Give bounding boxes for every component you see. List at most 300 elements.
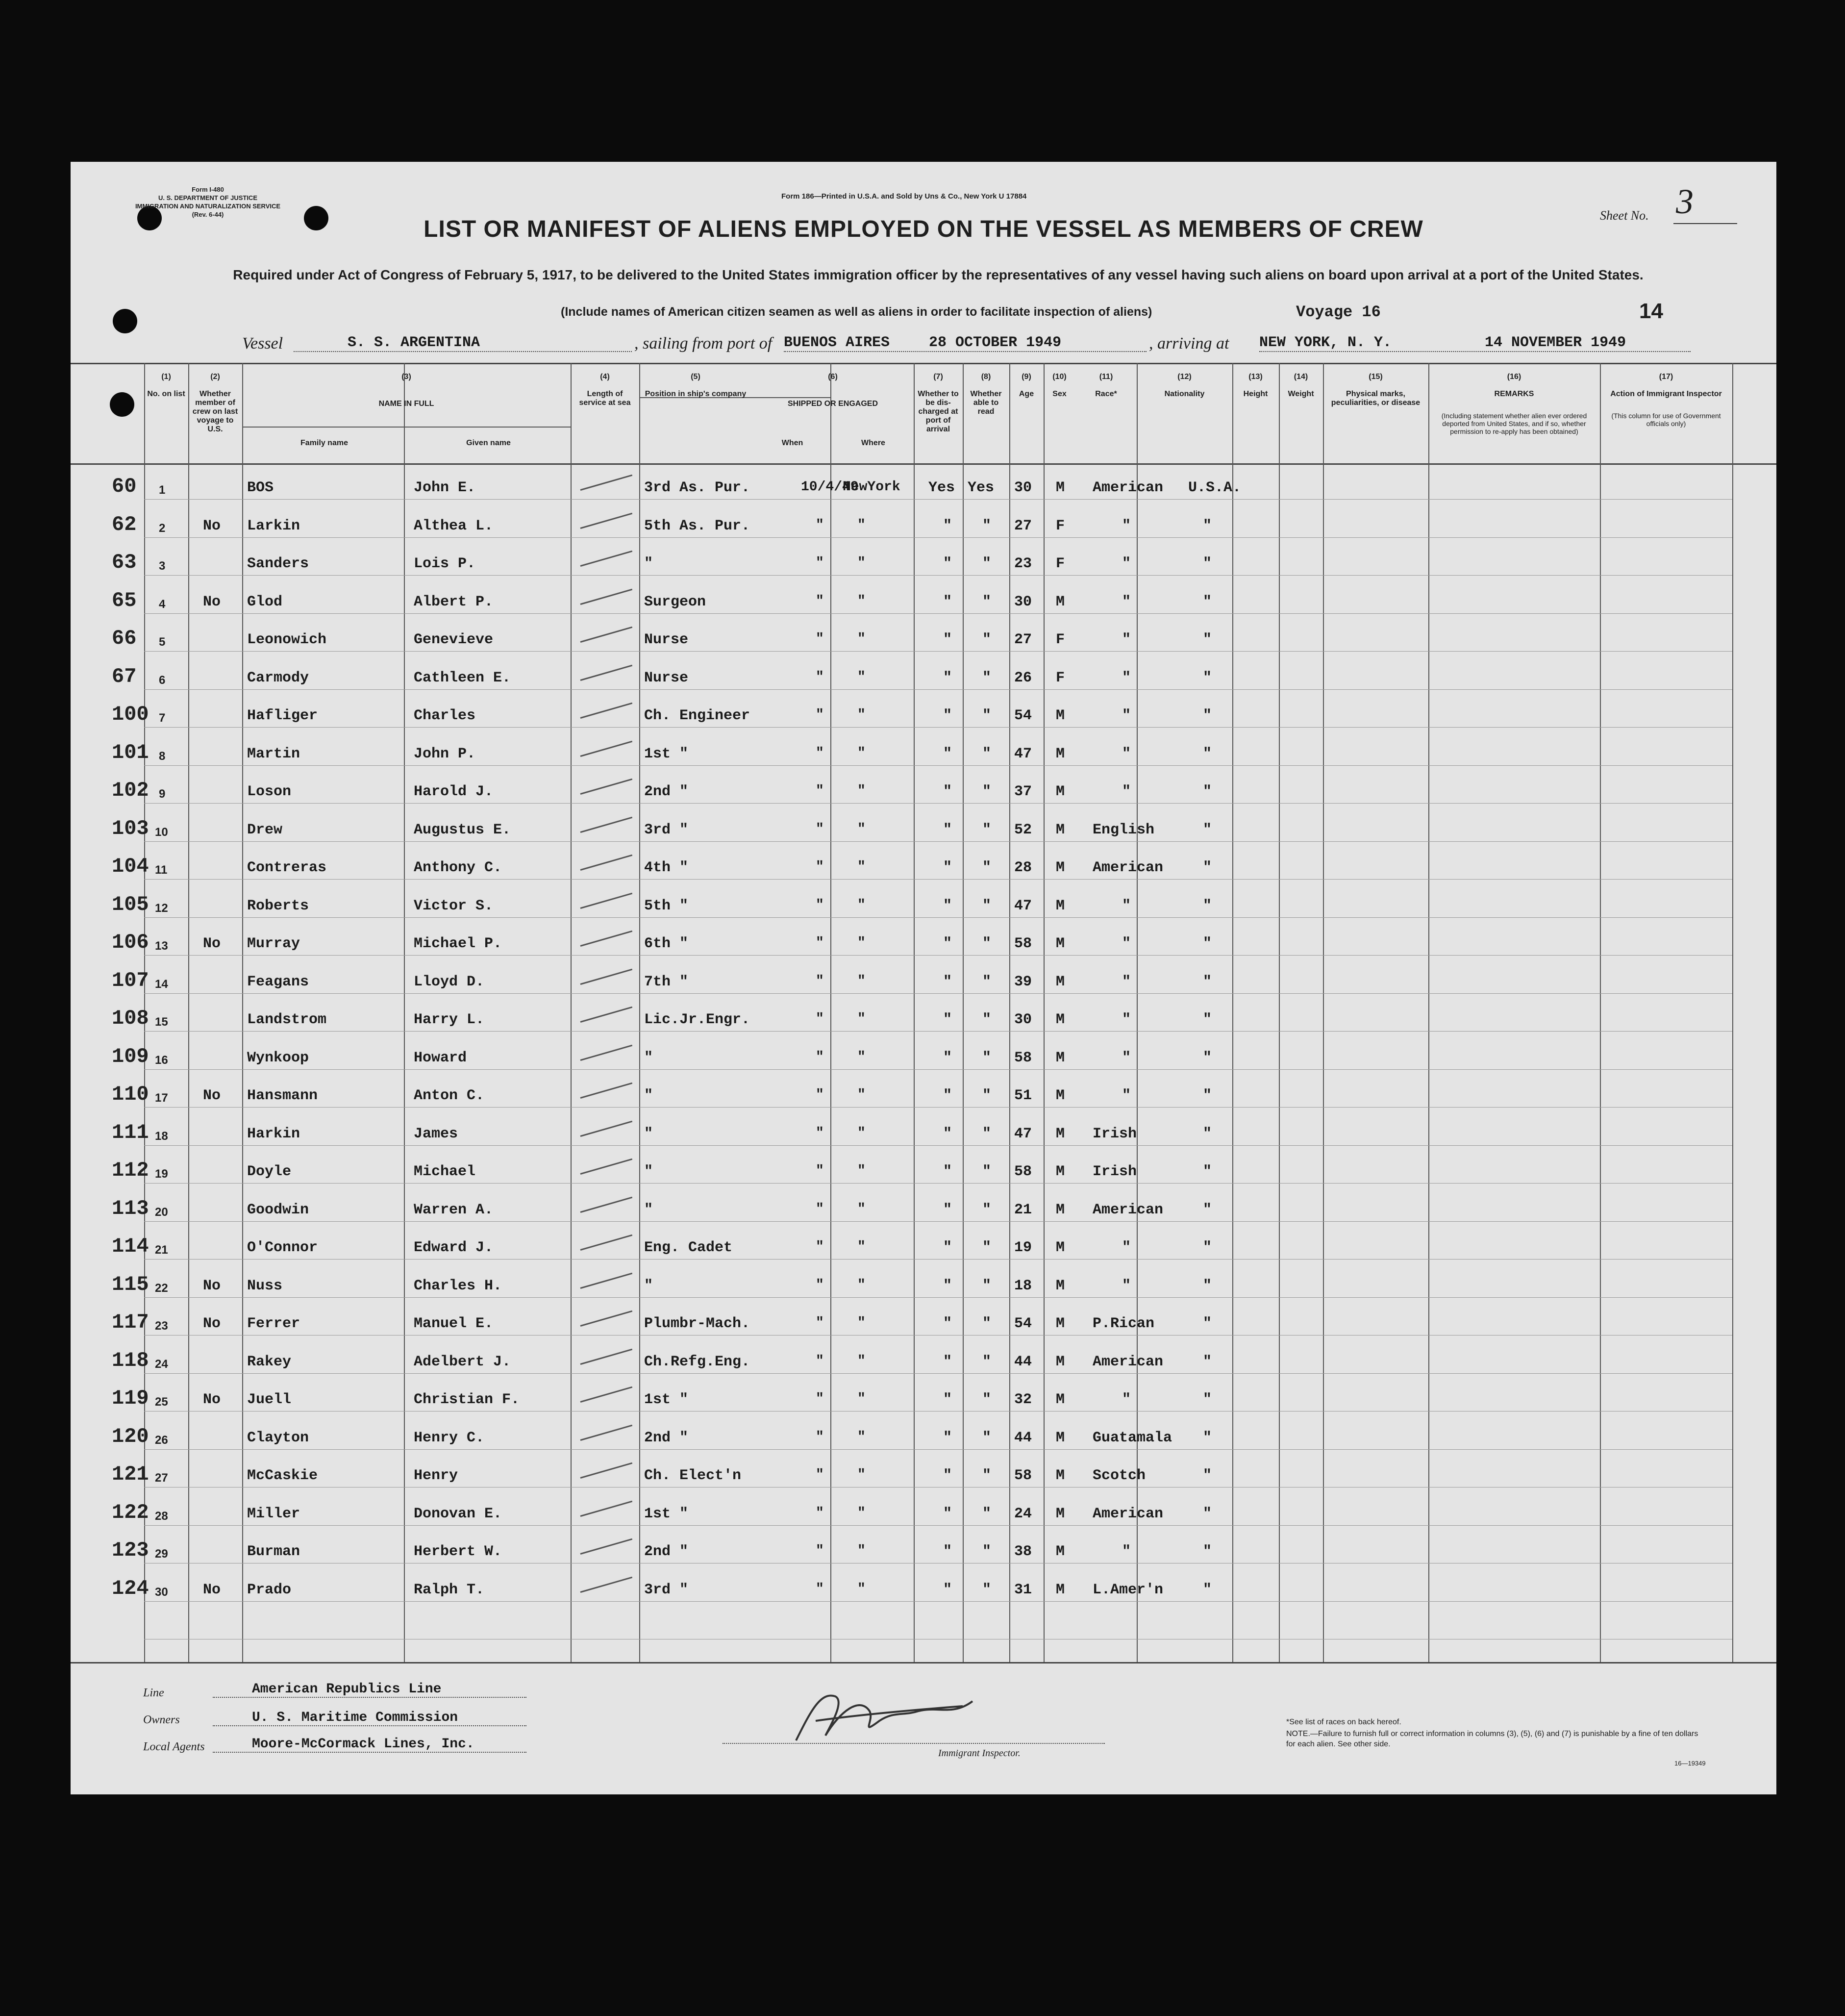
shipped-when-cell: " <box>816 859 824 875</box>
race-cell: " <box>1122 1049 1131 1066</box>
port-from: BUENOS AIRES 28 OCTOBER 1949 <box>784 334 1147 352</box>
service-check-mark <box>580 968 633 984</box>
nationality-cell: " <box>1203 1315 1212 1332</box>
service-check-mark <box>580 892 633 908</box>
age-cell: 51 <box>1014 1087 1032 1104</box>
age-cell: 44 <box>1014 1429 1032 1446</box>
discharged-cell: " <box>943 555 952 572</box>
can-read-cell: " <box>982 897 992 914</box>
discharged-cell: " <box>943 1163 952 1180</box>
service-check-mark <box>580 1272 633 1288</box>
row-rule <box>144 955 1732 956</box>
shipped-when-cell: " <box>816 1429 824 1445</box>
position-cell: Ch. Engineer <box>644 707 750 724</box>
service-check-mark <box>580 1196 633 1212</box>
nationality-cell: " <box>1203 1391 1212 1408</box>
race-cell: " <box>1122 745 1131 762</box>
can-read-cell: " <box>982 1049 992 1066</box>
race-cell: " <box>1122 935 1131 952</box>
sex-cell: M <box>1056 745 1065 762</box>
sex-cell: M <box>1056 1239 1065 1256</box>
shipped-where-cell: " <box>857 631 866 647</box>
shipped-when-cell: " <box>816 1353 824 1369</box>
nationality-cell: " <box>1203 1543 1212 1560</box>
race-cell: " <box>1122 1543 1131 1560</box>
column-rule <box>571 363 572 1662</box>
column-number: (8) <box>981 373 991 381</box>
column-number: (4) <box>600 373 610 381</box>
given-name-cell: Henry <box>414 1467 458 1484</box>
shipped-where-cell: " <box>857 1277 866 1293</box>
given-name-cell: Herbert W. <box>414 1543 502 1560</box>
given-name-cell: Charles H. <box>414 1277 502 1294</box>
shipped-where-cell: " <box>857 935 866 951</box>
nationality-cell: " <box>1203 631 1212 648</box>
row-rule <box>144 1601 1732 1602</box>
shipped-when-cell: " <box>816 1315 824 1331</box>
sex-cell: M <box>1056 1163 1065 1180</box>
sequence-number: 100 <box>112 703 149 726</box>
column-label: Physical marks, peculiarities, or disease <box>1331 390 1421 407</box>
column-label: Age <box>1019 390 1034 398</box>
can-read-cell: " <box>982 1239 992 1256</box>
family-name-cell: Glod <box>247 593 283 610</box>
shipped-when-cell: " <box>816 1277 824 1293</box>
discharged-cell: " <box>943 1049 952 1066</box>
given-name-cell: Cathleen E. <box>414 669 511 686</box>
sequence-number: 108 <box>112 1007 149 1030</box>
row-number: 25 <box>155 1395 168 1409</box>
race-cell: " <box>1122 1277 1131 1294</box>
sex-cell: M <box>1056 1087 1065 1104</box>
row-number: 26 <box>155 1433 168 1447</box>
service-check-mark <box>580 740 633 756</box>
race-cell: " <box>1122 517 1131 534</box>
row-rule <box>144 537 1732 538</box>
owners-name: U. S. Maritime Commission <box>213 1710 526 1726</box>
sex-cell: F <box>1056 517 1065 534</box>
can-read-cell: " <box>982 1201 992 1218</box>
service-check-mark <box>580 931 633 947</box>
sex-cell: M <box>1056 707 1065 724</box>
position-cell: 2nd " <box>644 1429 689 1446</box>
shipped-when-cell: " <box>816 1011 824 1027</box>
given-name-cell: James <box>414 1125 458 1142</box>
sex-cell: M <box>1056 859 1065 876</box>
sequence-number: 109 <box>112 1044 149 1068</box>
shipped-where-cell: " <box>857 707 866 723</box>
row-number: 13 <box>155 939 168 953</box>
position-cell: " <box>644 1277 653 1294</box>
row-number: 12 <box>155 901 168 915</box>
sequence-number: 119 <box>112 1386 149 1410</box>
agents-label: Local Agents <box>143 1740 205 1753</box>
races-note: *See list of races on back hereof. <box>1286 1718 1401 1726</box>
position-cell: 4th " <box>644 859 689 876</box>
row-number: 1 <box>159 483 166 497</box>
shipped-when-cell: " <box>816 973 824 989</box>
nationality-cell: " <box>1203 1277 1212 1294</box>
discharged-cell: " <box>943 821 952 838</box>
column-label: Whether able to read <box>970 390 1002 416</box>
sequence-number: 117 <box>112 1310 149 1334</box>
sequence-number: 107 <box>112 968 149 992</box>
age-cell: 52 <box>1014 821 1032 838</box>
vessel-name: S. S. ARGENTINA <box>294 334 632 352</box>
nationality-cell: " <box>1203 935 1212 952</box>
service-check-mark <box>580 1120 633 1136</box>
family-name-cell: Doyle <box>247 1163 292 1180</box>
age-cell: 31 <box>1014 1581 1032 1598</box>
row-number: 24 <box>155 1357 168 1371</box>
inspector-line <box>723 1743 1105 1744</box>
prev-voyage-cell: No <box>203 1391 221 1408</box>
position-cell: 3rd " <box>644 1581 689 1598</box>
can-read-cell: " <box>982 1467 992 1484</box>
prev-voyage-cell: No <box>203 1581 221 1598</box>
discharged-cell: " <box>943 1543 952 1560</box>
race-cell: " <box>1122 631 1131 648</box>
sex-cell: M <box>1056 479 1065 496</box>
race-cell: P.Rican <box>1093 1315 1155 1332</box>
sequence-number: 113 <box>112 1196 149 1220</box>
position-cell: 1st " <box>644 745 689 762</box>
service-check-mark <box>580 1083 633 1099</box>
given-name-cell: Genevieve <box>414 631 494 648</box>
sex-cell: M <box>1056 935 1065 952</box>
discharged-cell: " <box>943 1315 952 1332</box>
shipped-when-cell: " <box>816 1467 824 1483</box>
can-read-cell: " <box>982 1163 992 1180</box>
nationality-cell: " <box>1203 1163 1212 1180</box>
discharged-cell: " <box>943 1353 952 1370</box>
sequence-number: 110 <box>112 1083 149 1106</box>
nationality-cell: " <box>1203 1353 1212 1370</box>
age-cell: 54 <box>1014 1315 1032 1332</box>
family-name-cell: Sanders <box>247 555 309 572</box>
can-read-cell: " <box>982 1125 992 1142</box>
race-cell: " <box>1122 707 1131 724</box>
race-cell: American <box>1093 479 1164 496</box>
discharged-cell: " <box>943 1505 952 1522</box>
sailing-label: , sailing from port of <box>634 334 773 353</box>
discharged-cell: " <box>943 1125 952 1142</box>
race-cell: Guatamala <box>1093 1429 1172 1446</box>
row-number: 20 <box>155 1205 168 1219</box>
shipped-where-cell: " <box>857 593 866 609</box>
column-sublabel: When <box>781 439 803 447</box>
column-rule <box>404 363 405 1662</box>
sequence-number: 106 <box>112 931 149 954</box>
family-name-cell: McCaskie <box>247 1467 318 1484</box>
row-rule <box>144 993 1732 994</box>
given-name-cell: Michael P. <box>414 935 502 952</box>
discharged-cell: " <box>943 517 952 534</box>
race-cell: American <box>1093 1201 1164 1218</box>
column-number: (16) <box>1507 373 1521 381</box>
column-label: Nationality <box>1164 390 1205 398</box>
discharged-cell: " <box>943 707 952 724</box>
can-read-cell: " <box>982 1391 992 1408</box>
column-rule <box>188 363 189 1662</box>
sex-cell: M <box>1056 1277 1065 1294</box>
shipped-when-cell: " <box>816 1125 824 1141</box>
sequence-number: 63 <box>112 551 137 574</box>
column-rule <box>1323 363 1324 1662</box>
race-cell: American <box>1093 859 1164 876</box>
row-number: 2 <box>159 521 166 535</box>
given-name-cell: Lois P. <box>414 555 476 572</box>
shipped-where-cell: " <box>857 1581 866 1597</box>
can-read-cell: " <box>982 745 992 762</box>
sex-cell: M <box>1056 1011 1065 1028</box>
shipped-when-cell: " <box>816 517 824 533</box>
race-cell: " <box>1122 1011 1131 1028</box>
sequence-number: 122 <box>112 1500 149 1524</box>
age-cell: 30 <box>1014 1011 1032 1028</box>
column-number: (3) <box>401 373 411 381</box>
column-label: NAME IN FULL <box>378 400 434 408</box>
shipped-when-cell: " <box>816 821 824 837</box>
race-cell: " <box>1122 1087 1131 1104</box>
column-number: (2) <box>210 373 220 381</box>
shipped-where-cell: " <box>857 1543 866 1559</box>
column-number: (13) <box>1248 373 1263 381</box>
shipped-where-cell: " <box>857 1239 866 1255</box>
age-cell: 47 <box>1014 745 1032 762</box>
can-read-cell: " <box>982 1011 992 1028</box>
shipped-where-cell: " <box>857 897 866 913</box>
column-rule <box>1732 363 1733 1662</box>
service-check-mark <box>580 816 633 832</box>
can-read-cell: " <box>982 1087 992 1104</box>
discharged-cell: " <box>943 1429 952 1446</box>
family-name-cell: Loson <box>247 783 292 800</box>
vessel-label: Vessel <box>242 334 283 353</box>
discharged-cell: " <box>943 1201 952 1218</box>
race-cell: Irish <box>1093 1163 1137 1180</box>
nationality-cell: " <box>1203 669 1212 686</box>
family-name-cell: Wynkoop <box>247 1049 309 1066</box>
discharged-cell: " <box>943 1391 952 1408</box>
can-read-cell: " <box>982 1429 992 1446</box>
row-rule <box>144 1259 1732 1260</box>
shipped-when-cell: " <box>816 555 824 571</box>
nationality-cell: " <box>1203 745 1212 762</box>
shipped-when-cell: " <box>816 1391 824 1407</box>
sex-cell: M <box>1056 1201 1065 1218</box>
given-name-cell: Augustus E. <box>414 821 511 838</box>
sex-cell: M <box>1056 1125 1065 1142</box>
family-name-cell: Contreras <box>247 859 327 876</box>
column-number: (14) <box>1294 373 1308 381</box>
nationality-cell: U.S.A. <box>1188 479 1242 496</box>
prev-voyage-cell: No <box>203 1315 221 1332</box>
position-cell: " <box>644 1201 653 1218</box>
race-cell: " <box>1122 1239 1131 1256</box>
given-name-cell: Donovan E. <box>414 1505 502 1522</box>
shipped-where-cell: " <box>857 1201 866 1217</box>
sequence-number: 102 <box>112 779 149 802</box>
race-cell: Scotch <box>1093 1467 1146 1484</box>
sequence-number: 65 <box>112 588 137 612</box>
position-cell: " <box>644 1163 653 1180</box>
column-sublabel: Given name <box>466 439 511 447</box>
position-cell: 5th As. Pur. <box>644 517 750 534</box>
nationality-cell: " <box>1203 1087 1212 1104</box>
can-read-cell: " <box>982 1353 992 1370</box>
service-check-mark <box>580 703 633 719</box>
position-cell: 2nd " <box>644 783 689 800</box>
given-name-cell: Anton C. <box>414 1087 485 1104</box>
age-cell: 28 <box>1014 859 1032 876</box>
can-read-cell: " <box>982 707 992 724</box>
row-number: 4 <box>159 597 166 611</box>
position-cell: 1st " <box>644 1391 689 1408</box>
race-cell: American <box>1093 1353 1164 1370</box>
age-cell: 19 <box>1014 1239 1032 1256</box>
race-cell: English <box>1093 821 1155 838</box>
sequence-number: 67 <box>112 664 137 688</box>
shipped-when-cell: " <box>816 745 824 761</box>
service-check-mark <box>580 1159 633 1175</box>
family-name-cell: Martin <box>247 745 300 762</box>
nationality-cell: " <box>1203 593 1212 610</box>
service-check-mark <box>580 627 633 643</box>
shipped-where-cell: " <box>857 669 866 685</box>
column-label: Height <box>1243 390 1268 398</box>
sex-cell: M <box>1056 1391 1065 1408</box>
line-name: American Republics Line <box>213 1682 526 1698</box>
position-cell: 3rd " <box>644 821 689 838</box>
shipped-when-cell: " <box>816 707 824 723</box>
sex-cell: M <box>1056 1049 1065 1066</box>
race-cell: " <box>1122 897 1131 914</box>
column-note: (This column for use of Government officials only) <box>1611 412 1721 428</box>
position-cell: Nurse <box>644 669 689 686</box>
row-rule <box>144 689 1732 690</box>
race-cell: " <box>1122 555 1131 572</box>
family-name-cell: Goodwin <box>247 1201 309 1218</box>
given-name-cell: Edward J. <box>414 1239 494 1256</box>
row-number: 6 <box>159 673 166 687</box>
column-label: Whether member of crew on last voyage to U.S. <box>192 390 238 433</box>
service-check-mark <box>580 855 633 871</box>
manifest-sheet <box>71 162 1776 1794</box>
shipped-when-cell: " <box>816 783 824 799</box>
family-name-cell: Juell <box>247 1391 292 1408</box>
row-rule <box>144 1373 1732 1374</box>
can-read-cell: Yes <box>968 479 995 496</box>
nationality-cell: " <box>1203 973 1212 990</box>
race-cell: L.Amer'n <box>1093 1581 1164 1598</box>
arriving-label: , arriving at <box>1149 334 1229 353</box>
can-read-cell: " <box>982 935 992 952</box>
service-check-mark <box>580 1235 633 1251</box>
given-name-cell: John P. <box>414 745 476 762</box>
can-read-cell: " <box>982 593 992 610</box>
age-cell: 23 <box>1014 555 1032 572</box>
discharged-cell: " <box>943 1011 952 1028</box>
service-check-mark <box>580 475 633 491</box>
voyage-number: Voyage 16 <box>1296 303 1381 321</box>
column-number: (15) <box>1369 373 1383 381</box>
sex-cell: M <box>1056 973 1065 990</box>
form-code: 16—19349 <box>1674 1760 1706 1767</box>
position-cell: 2nd " <box>644 1543 689 1560</box>
service-check-mark <box>580 664 633 680</box>
discharged-cell: " <box>943 897 952 914</box>
given-name-cell: Michael <box>414 1163 476 1180</box>
service-check-mark <box>580 588 633 605</box>
discharged-cell: " <box>943 1581 952 1598</box>
printer-note: Form 186—Printed in U.S.A. and Sold by Uns & Co., New York U 17884 <box>781 192 1027 201</box>
sex-cell: M <box>1056 1353 1065 1370</box>
shipped-where-cell: " <box>857 1467 866 1483</box>
sex-cell: M <box>1056 821 1065 838</box>
row-number: 7 <box>159 711 166 725</box>
nationality-cell: " <box>1203 1049 1212 1066</box>
age-cell: 44 <box>1014 1353 1032 1370</box>
prev-voyage-cell: No <box>203 517 221 534</box>
sex-cell: M <box>1056 1581 1065 1598</box>
nationality-cell: " <box>1203 897 1212 914</box>
column-label: Position in ship's company <box>645 390 747 398</box>
position-cell: Nurse <box>644 631 689 648</box>
row-number: 10 <box>155 825 168 839</box>
sequence-number: 118 <box>112 1348 149 1372</box>
family-name-cell: Larkin <box>247 517 300 534</box>
row-rule <box>144 803 1732 804</box>
given-name-cell: Manuel E. <box>414 1315 494 1332</box>
can-read-cell: " <box>982 555 992 572</box>
family-name-cell: Nuss <box>247 1277 283 1294</box>
row-number: 23 <box>155 1319 168 1333</box>
service-check-mark <box>580 779 633 795</box>
shipped-when-cell: " <box>816 1201 824 1217</box>
shipped-where-cell: " <box>857 1163 866 1179</box>
header-sub-rule <box>242 427 571 428</box>
can-read-cell: " <box>982 859 992 876</box>
row-rule <box>144 575 1732 576</box>
discharged-cell: " <box>943 669 952 686</box>
given-name-cell: Adelbert J. <box>414 1353 511 1370</box>
service-check-mark <box>580 1044 633 1060</box>
can-read-cell: " <box>982 517 992 534</box>
discharged-cell: " <box>943 973 952 990</box>
column-label: No. on list <box>147 390 185 398</box>
column-sublabel: Where <box>861 439 885 447</box>
row-number: 22 <box>155 1281 168 1295</box>
position-cell: " <box>644 1087 653 1104</box>
requirement-text: Required under Act of Congress of February 5, 1917, to be delivered to the United States immigration officer by the representatives of any vessel having such aliens on board upon arrival at a port of the United States. <box>233 267 1644 282</box>
column-rule <box>1232 363 1233 1662</box>
age-cell: 38 <box>1014 1543 1032 1560</box>
shipped-where-cell: " <box>857 1391 866 1407</box>
column-label: Length of service at sea <box>579 390 631 407</box>
row-rule <box>144 613 1732 614</box>
column-label: Race* <box>1095 390 1117 398</box>
sex-cell: M <box>1056 1543 1065 1560</box>
service-check-mark <box>580 1576 633 1592</box>
family-name-cell: Murray <box>247 935 300 952</box>
shipped-where-cell: " <box>857 1353 866 1369</box>
row-rule <box>144 1031 1732 1032</box>
sex-cell: M <box>1056 1505 1065 1522</box>
shipped-where-cell: " <box>857 1429 866 1445</box>
column-label: Whether to be dis-charged at port of arrival <box>918 390 959 433</box>
column-number: (11) <box>1099 373 1113 381</box>
